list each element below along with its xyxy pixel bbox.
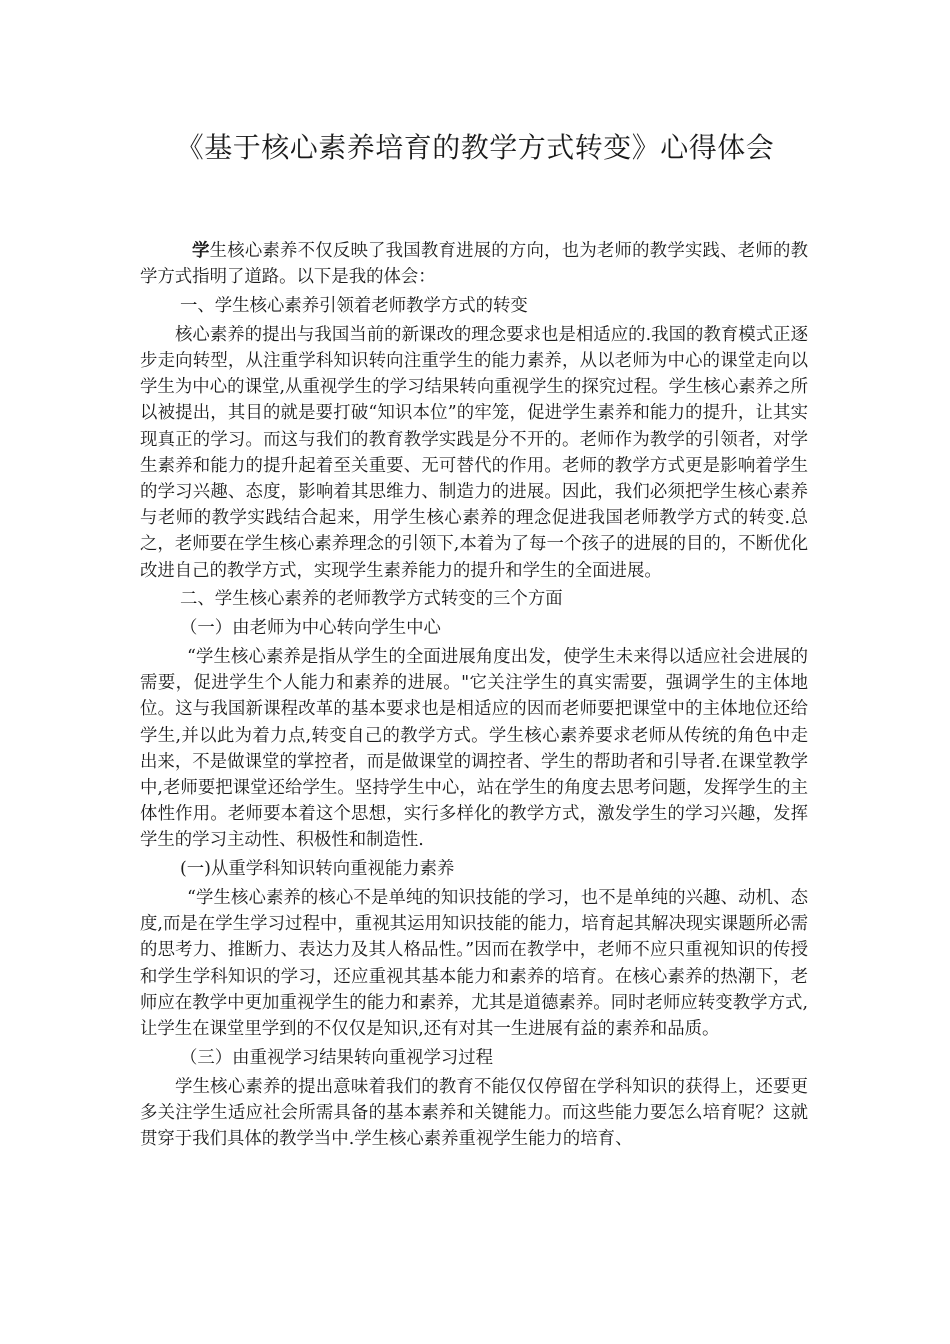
subsection3-paragraph: 学生核心素养的提出意味着我们的教育不能仅仅停留在学科知识的获得上，还要更多关注学生适应社会所需具备的基本素养和关键能力。而这些能力要怎么培育呢？这就贯穿于我们具体的教学当中.学生核心素养重视学生能力的培育、 [140,1076,808,1150]
section1-heading: 一、学生核心素养引领着老师教学方式的转变 [180,296,528,316]
subsection2-heading: (一)从重学科知识转向重视能力素养 [180,859,455,880]
document-body [140,238,808,1155]
subsection1-paragraph: “学生核心素养是指从学生的全面进展角度出发，使学生未来得以适应社会进展的需要，促进学生个人能力和素养的进展。"它关注学生的真实需要，强调学生的主体地位。这与我国新课程改革的基本要求也是相适应的因而老师要把课堂中的主体地位还给学生,并以此为着力点,转变自己的教学方式。学生核心素养要求老师从传统的角色中走出来，不是做课堂的掌控者，而是做课堂的调控者、学生的帮助者和引导者.在课堂教学中,老师要把课堂还给学生。坚持学生中心，站在学生的角度去思考问题，发挥学生的主体性作用。老师要本着这个思想，实行多样化的教学方式，激发学生的学习兴趣，发挥学生的学习主动性、积极性和制造性. [140,647,808,851]
subsection3-heading: （三）由重视学习结果转向重视学习过程 [180,1047,494,1068]
document-title: 《基于核心素养培育的教学方式转变》心得体会 [175,131,775,164]
subsection2-paragraph: “学生核心素养的核心不是单纯的知识技能的学习，也不是单纯的兴趣、动机、态度,而是在学生学习过程中，重视其运用知识技能的能力，培育起其解决现实课题所必需的思考力、推断力、表达力及其人格品性。”因而在教学中，老师不应只重视知识的传授和学生学科知识的学习，还应重视其基本能力和素养的培育。在核心素养的热潮下，老师应在教学中更加重视学生的能力和素养，尤其是道德素养。同时老师应转变教学方式,让学生在课堂里学到的不仅仅是知识,还有对其一生进展有益的素养和品质。 [140,888,808,1040]
section1-paragraph: 核心素养的提出与我国当前的新课改的理念要求也是相适应的.我国的教育模式正逐步走向转型，从注重学科知识转向注重学生的能力素养，从以老师为中心的课堂走向以学生为中心的课堂,从重视学生的学习结果转向重视学生的探究过程。学生核心素养之所以被提出，其目的就是要打破“知识本位”的牢笼，促进学生素养和能力的提升，让其实现真正的学习。而这与我们的教育教学实践是分不开的。老师作为教学的引领者，对学生素养和能力的提升起着至关重要、无可替代的作用。老师的教学方式更是影响着学生的学习兴趣、态度，影响着其思维力、制造力的进展。因此，我们必须把学生核心素养与老师的教学实践结合起来，用学生核心素养的理念促进我国老师教学方式的转变.总之，老师要在学生核心素养理念的引领下,本着为了每一个孩子的进展的目的，不断优化改进自己的教学方式，实现学生素养能力的提升和学生的全面进展。 [140,324,808,581]
subsection1-heading: （一）由老师为中心转向学生中心 [180,618,441,639]
intro-paragraph [140,238,808,290]
intro-lead-char: 学 [192,241,210,261]
intro-text: 生核心素养不仅反映了我国教育进展的方向，也为老师的教学实践、老师的教学方式指明了道路。以下是我的体会： [140,241,808,288]
section2-heading: 二、学生核心素养的老师教学方式转变的三个方面 [180,589,563,610]
